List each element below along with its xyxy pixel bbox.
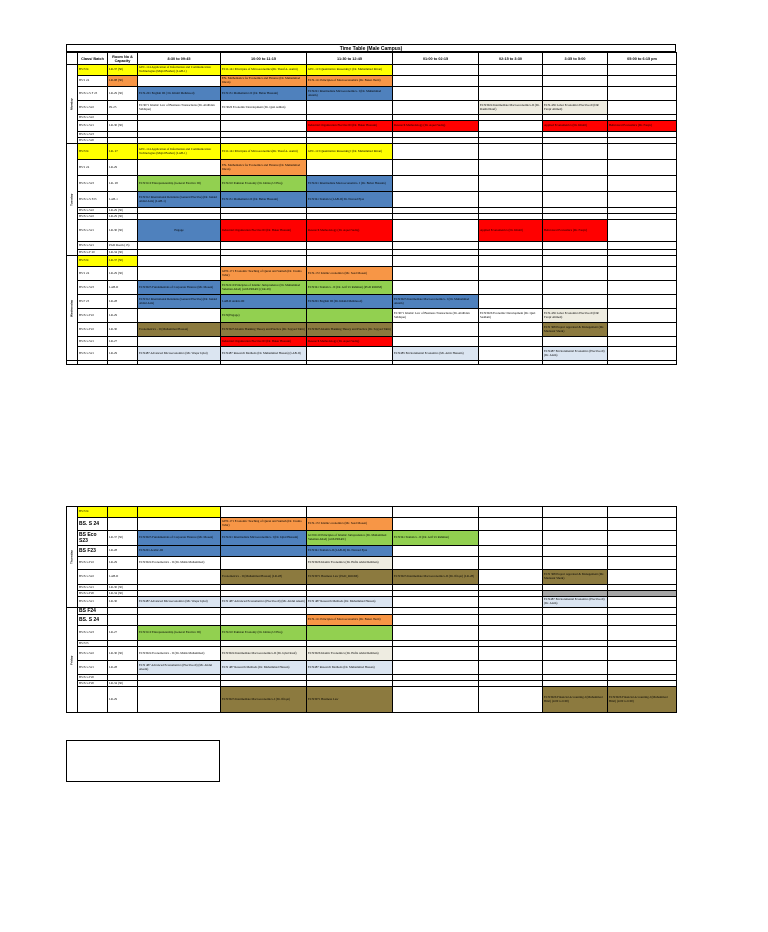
header-slot: 01:00 to 02:15 <box>393 53 479 65</box>
table-row <box>67 267 677 281</box>
class-cell: Econometrics - II (Muhammad Hassan) (LR-28) <box>221 570 307 585</box>
class-cell: ECN3025 Islamic Banking Theory and Practice (Dr. Sayyed Tahir) <box>307 323 393 337</box>
class-cell: ECN(Engage) <box>221 309 307 323</box>
class-cell: ECN312 International Relations (General Elective) (Dr. Junaid Abdul Aziz) (LAB-1) <box>138 192 221 208</box>
table-row <box>67 220 677 242</box>
table-row <box>67 597 677 608</box>
room-cell: LR-37 (50) <box>108 65 138 76</box>
class-cell: ECN3024 Econometrics - II (Dr. Malik Muhammad) <box>138 647 221 661</box>
class-cell: ECN201 Arabic-III <box>138 546 221 557</box>
day-thursday: Thursday <box>67 507 78 608</box>
table-row <box>67 87 677 101</box>
class-cell: ECN3023 Intermediate Macroeconomics-I (Dr. Iftiqar) <box>221 687 307 713</box>
class-cell: ECO-141 Principles of Microeconomics(Dr. Yusuf A. Aamri) <box>221 144 307 160</box>
table-row <box>67 76 677 87</box>
class-cell: ECN3024 Intermediate Macroeconomics-II (Dr. Iqbal Rauf) <box>221 647 307 661</box>
class-cell: ECN3025 Fundamentals of Corporate Finance (Mr. Moeen) <box>138 531 221 546</box>
class-cell: Industrial Organization Elective III (Dr. Bakar Hussain) <box>221 337 307 347</box>
room-cell: LR-30 <box>108 323 138 337</box>
class-cell: GCN2110 Principles of Islamic Jurisprudence (Dr. Muhammad Suleman Ahad) (with PPARC) <box>307 531 393 546</box>
room-cell: LAB-1 <box>108 192 138 208</box>
table-row <box>67 626 677 641</box>
room-cell: LAB-II <box>108 570 138 585</box>
class-cell: ECN 487 Research Methods (Dr. Muhammad Hassan) <box>307 597 393 608</box>
room-cell: LR-30 (30) <box>108 585 138 591</box>
table-row <box>67 557 677 570</box>
table-row <box>67 192 677 208</box>
class-cell: ECN131 Mathematics II (Dr. Babar Hussain) <box>221 192 307 208</box>
table-row <box>67 65 677 76</box>
room-cell: LR-29 <box>108 347 138 361</box>
room-cell <box>108 615 138 626</box>
day-wednesday: Wednesday <box>67 256 78 361</box>
table-row <box>67 507 677 518</box>
class-cell: ECN210 Pakistan Economy (Dr. Ishtiaq Ul Haq) <box>221 626 307 641</box>
class-cell: Behavioral Economics (Dr. Farqir) <box>608 121 677 132</box>
class-cell: ECO-141 Principles of Microeconomics(Dr. Yusuf A. Aamri) <box>221 65 307 76</box>
class-cell: GEC-114 Application of Information and Communication Technologies (Majid Basher) (LAB-1) <box>138 65 221 76</box>
class-cell: ECN221 Intermediate Microeconomics- I (Dr. Muhammad Akram) <box>307 87 393 101</box>
room-cell: LR-30 (30) <box>108 647 138 661</box>
batch-cell: BS Eco F20 <box>78 681 108 687</box>
batch-cell: BS Eco S23 <box>78 531 108 546</box>
table-row <box>67 570 677 585</box>
class-cell: EC3071 Islamic Law of Business Transactions (Dr. Abdlldan Siddique) <box>138 101 221 115</box>
table-row <box>67 281 677 295</box>
batch-cell: BS Eco S21 <box>78 347 108 361</box>
table-row <box>67 531 677 546</box>
batch-cell: BS Eco S21 <box>78 597 108 608</box>
class-cell: ECN485 Environmental Economics (Mr. Amir Hussain) <box>393 347 479 361</box>
batch-cell: BS Eco F20 <box>78 675 108 681</box>
batch-cell: BS Eco S23 <box>78 281 108 295</box>
room-cell: LR-28 <box>108 295 138 309</box>
timetable-sheet-2 <box>66 506 676 713</box>
batch-cell: BS Eco F20 <box>78 591 108 597</box>
room-cell: LAB-II <box>108 281 138 295</box>
class-cell: Behavioral Economics (Dr. Farqir) <box>543 220 608 242</box>
class-cell: ECN2210 Principles of Islamic Jurisprudence (Dr. Muhammad Suleman Ahad) (with PPARC) (LR-29) <box>221 281 307 295</box>
class-cell: ECN 487 Advanced Econometrics (Elective-II) (Mr. Abdul Aleem) <box>221 597 307 608</box>
batch-cell: BS Eco S23 <box>78 176 108 192</box>
class-cell: ECN3026 Islamic Economics (Dr. Hafiz Abdul Rehman) <box>307 647 393 661</box>
class-cell: EN- Mathematics for Economics and Finance (Dr. Muhammad Imran) <box>221 76 307 87</box>
header-slot: 8:30 to 09:45 <box>138 53 221 65</box>
room-cell: LR-27 <box>108 626 138 641</box>
class-cell: ECN 368 Project Appraisal & Management (Mr. Mudassir Sheik) <box>543 323 608 337</box>
table-row <box>67 518 677 531</box>
header-room: Room No & Capacity <box>108 53 138 65</box>
batch-cell: BS Eco S21 <box>78 220 108 242</box>
room-cell: LR-34 (30) <box>108 250 138 256</box>
class-cell: GEC-113 Quantitative Reasoning I (Dr. Muhammad Imran) <box>307 65 393 76</box>
table-row <box>67 176 677 192</box>
batch-cell: BS Eco S22 <box>78 208 108 214</box>
class-cell: ECN3023 Intermediate Macroeconomics-II (Dr. Iftiqar) (LR-28) <box>393 570 479 585</box>
notes-box <box>66 740 220 782</box>
class-cell: ECN221 Intermediate Macroeconomics- I (Dr. Babar Hussain) <box>307 176 393 192</box>
class-cell: ECN131 Mathematics II (Dr. Babar Hussain) <box>221 87 307 101</box>
class-cell: Econometrics - II (Muhammad Hassan) <box>138 323 221 337</box>
timetable-part-2 <box>66 506 677 713</box>
batch-cell: BS Eco S21 <box>78 337 108 347</box>
class-cell: ECN3026 Economic Development (Dr. Qazi Saddam) <box>479 309 543 323</box>
batch-cell: BS Eco S21 <box>78 585 108 591</box>
batch-cell: BS F24 <box>78 507 108 518</box>
header-batch: Class/ Batch <box>78 53 108 65</box>
class-cell: ECN210 Pakistan Economy (Dr. Ishtiaq Ul Haq) <box>221 176 307 192</box>
class-cell: ECN341 Statistics - II (Dr. Arif Ur Rehman) <box>393 531 479 546</box>
class-cell: ECN3071 Business Law (PGD_ROOM) <box>307 570 393 585</box>
table-row <box>67 242 677 250</box>
room-cell: LR-29 (30) <box>108 208 138 214</box>
table-row <box>67 121 677 132</box>
table-row <box>67 295 677 309</box>
batch-cell: BS. S 24 <box>78 615 108 626</box>
header-slot: 11:30 to 12:45 <box>307 53 393 65</box>
table-row <box>67 144 677 160</box>
room-cell <box>108 608 138 615</box>
class-cell: ECN487 Environmental Economics (Elective-II) (Dr. Alam) <box>543 597 608 608</box>
room-cell <box>108 518 138 531</box>
class-cell: ECN3026 Islamic Economics (Dr. Hafiz Abdul Rehman) <box>307 557 393 570</box>
class-cell: ECN-111 Principles of Macroeconomics (Dr. Bakar Jhatti) <box>307 76 393 87</box>
timetable-title: Time Table (Male Campus) <box>66 44 676 52</box>
batch-cell: BS F23 <box>78 641 108 647</box>
class-cell: ECN3110 Entrepreneurship (General Elective III) <box>138 626 221 641</box>
batch-cell: BS Eco S22 <box>78 101 108 115</box>
table-row <box>67 687 677 713</box>
class-cell: ECN487 Advanced Microeconomics (Mr. Waqar Iqbal) <box>138 597 221 608</box>
room-cell: LR-29 <box>108 557 138 570</box>
class-cell: ECN-172 Islamic economics (Mr. Saad Moeen) <box>307 518 393 531</box>
class-cell: ECN3025 Islamic Banking Theory and Practice (Dr. Sayyed Tahir) <box>221 323 307 337</box>
batch-cell: BS F24 <box>78 65 108 76</box>
class-cell: ECN341 Statistics - II (Dr. Arif Ur Rehman) (PGD ROOM) <box>307 281 393 295</box>
batch-cell: BS Eco S21 <box>78 661 108 675</box>
batch-cell: BS F24 <box>78 144 108 160</box>
class-cell: ECN-436 Labor Economics Elective-II (DR Farqir Ahmed) <box>543 101 608 115</box>
class-cell: Engage <box>138 220 221 242</box>
batch-cell: BS Eco S21 <box>78 121 108 132</box>
room-cell: LR-34 (30) <box>108 681 138 687</box>
day-tuesday: Tuesday <box>67 144 78 256</box>
class-cell: ECN487 Environmental Economics (Elective-II) (Dr. Alam) <box>543 347 608 361</box>
class-cell: ECN3110 Entrepreneurship (General Elective III) <box>138 176 221 192</box>
batch-cell: BS. S 24 <box>78 518 108 531</box>
table-row <box>67 546 677 557</box>
table-row <box>67 615 677 626</box>
table-row <box>67 101 677 115</box>
room-cell: LR-28 <box>108 546 138 557</box>
table-row <box>67 323 677 337</box>
batch-cell: BS Eco S23 <box>78 132 108 138</box>
table-row <box>67 309 677 323</box>
room-cell: LR-34 (30) <box>108 591 138 597</box>
batch-cell: BS F23 <box>78 546 108 557</box>
room-cell: LR-29 <box>108 687 138 713</box>
class-cell: ECN3071 Business Law <box>307 687 393 713</box>
batch-cell: BS Eco S23 <box>78 626 108 641</box>
class-cell: ECN3025 Fundamentals of Corporate Finance (Mr. Moeen) <box>138 281 221 295</box>
class-cell: ECN487 Research Methods (Dr. Muhammad Hassan) <box>307 661 393 675</box>
class-cell: ECN-172 Islamic economics (Mr. Saad Moeen) <box>307 267 393 281</box>
class-cell: ECN221 Intermediate Microeconomics- I (Dr. Iqbal Hussain) <box>221 531 307 546</box>
room-cell: IN-25 <box>108 101 138 115</box>
class-cell: Industrial Organization Elective III (Dr. Bakar Hussain) <box>307 121 393 132</box>
class-cell: Applied Econometrics (Dr. Khalil) <box>479 220 543 242</box>
room-cell: LR-29 (30) <box>108 87 138 101</box>
room-cell: LR-30 (30) <box>108 220 138 242</box>
class-cell: ECN 487 Research Methods (Dr. Muhammad Hassan) <box>221 661 307 675</box>
room-cell: LR-08 (30) <box>108 76 138 87</box>
room-cell: LR- 28 <box>108 176 138 192</box>
batch-cell: BS Eco S F23 <box>78 192 108 208</box>
room-cell: LR- 27 <box>108 144 138 160</box>
room-cell: LR-37 (50) <box>108 256 138 267</box>
room-cell: LR-37 (50) <box>108 531 138 546</box>
class-cell: ECN-201 English III ( Dr. Khalil Mehmood) <box>138 87 221 101</box>
batch-cell: BS S 24 <box>78 160 108 176</box>
room-cell: LR-29 <box>108 160 138 176</box>
batch-cell: BS Eco F22 <box>78 323 108 337</box>
class-cell: ECN3026 Financial Accounting-I (Muhammad Bilal) (4:00 to 6:00) <box>543 687 608 713</box>
class-cell: Research Methodology (Dr. Aqeel Sadiq) <box>393 121 479 132</box>
header-slot: 10:00 to 11:15 <box>221 53 307 65</box>
class-cell: ECN201 English III (Dr. Khalid Mehmood) <box>307 295 393 309</box>
day-monday: Monday <box>67 65 78 144</box>
room-cell: LR-27 <box>108 337 138 347</box>
timetable-part-1 <box>66 52 677 365</box>
table-row <box>67 608 677 615</box>
class-cell: ECN341 Statistics (LAB-II) Dr. Naveed Ejaz <box>307 192 393 208</box>
class-cell: ECN-111 Principles of Macroeconomics (Dr. Bakar Jhatti) <box>307 615 393 626</box>
class-cell: GEC-113 Quantitative Reasoning I (Dr. Muhammad Imran) <box>307 144 393 160</box>
batch-cell: BS Eco S F 23 <box>78 87 108 101</box>
batch-cell: BS Eco S22 <box>78 214 108 220</box>
batch-cell: BS F24 <box>78 256 108 267</box>
class-cell: ECN341 Statistics-II (LAB-II) Dr. Naveed Ejaz <box>307 546 393 557</box>
batch-cell: BS F24 <box>78 608 108 615</box>
batch-cell: BS Eco S21 <box>78 242 108 250</box>
table-row <box>67 337 677 347</box>
room-cell: LR-29 <box>108 309 138 323</box>
class-cell: LAB-II Arabic-III <box>221 295 307 309</box>
class-cell: ECN3024 Econometrics - II (Dr. Malik Muhammad) <box>138 557 221 570</box>
day-friday: Friday <box>67 608 78 713</box>
class-cell: Research Methodology (Dr. Aqeel Sadiq) <box>307 220 393 242</box>
batch-cell: BS Eco S22 <box>78 647 108 661</box>
batch-cell: BS Eco S20 <box>78 138 108 144</box>
batch-cell: BS S 24 <box>78 76 108 87</box>
batch-cell: BS Eco F22 <box>78 557 108 570</box>
table-row <box>67 647 677 661</box>
class-cell: ECN487 Research Methods (Dr. Muhammad Hassan) (LAB-II) <box>221 347 307 361</box>
class-cell: ECN 487 Advanced Econometrics (Elective-II) (Mr. Abdul Aleem) <box>138 661 221 675</box>
table-row <box>67 256 677 267</box>
class-cell: EC3071 Islamic Law of Business Transactions (Dr. Abdlldan Siddique) <box>393 309 479 323</box>
room-cell: LR-30 (30) <box>108 121 138 132</box>
class-cell: GEN-171 Economic Teaching of Quran and Sunnah (Dr. Usama Tahir) <box>221 267 307 281</box>
class-cell: Industrial Organization Elective III (Dr. Bakar Hussain) <box>221 220 307 242</box>
room-cell: LR-29 (30) <box>108 267 138 281</box>
class-cell: ECN 368 Project Appraisal & Management (Mr. Mudassir Sheik) <box>543 570 608 585</box>
table-row <box>67 661 677 675</box>
header-slot: 02:15 to 3:30 <box>479 53 543 65</box>
class-cell: ECN3026 Financial Accounting-I (Muhammad Bilal) (4:00 to 6:00) <box>608 687 677 713</box>
header-slot: 05:00 to 6:15 pm <box>608 53 677 65</box>
class-cell: Research Methodology (Dr. Aqeel Sadiq) <box>307 337 393 347</box>
class-cell: EC3026 Economic Development (Dr. Qazi Adilun) <box>221 101 307 115</box>
class-cell: ECN3023 Intermediate Macroeconomics- I (Dr. Muhammad Akram) <box>393 295 479 309</box>
batch-cell: BS S 24 <box>78 267 108 281</box>
header-slot: 3:35 to 5:00 <box>543 53 608 65</box>
batch-cell: BS Eco S22 <box>78 570 108 585</box>
class-cell: ECN487 Advanced Microeconomics (Mr. Waqar Iqbal) <box>138 347 221 361</box>
table-row <box>67 347 677 361</box>
class-cell: ECN-436 Labor Economics Elective-II (DR Farqir Ahmed) <box>543 309 608 323</box>
room-cell: LR-30 <box>108 597 138 608</box>
batch-cell: BS F 23 <box>78 295 108 309</box>
room-cell: LR-29 (30) <box>108 214 138 220</box>
table-row <box>67 160 677 176</box>
class-cell: GEN-171 Economic Teaching of Quran and Sunnah (Dr. Usama Tahir) <box>221 518 307 531</box>
class-cell: GEC-114 Application of Information and Communication Technologies (Majid Basher) (LAB-1) <box>138 144 221 160</box>
class-cell: ECN312 International Relations (General Elective) (Dr. Junaid Abdul Aziz) <box>138 295 221 309</box>
timetable-sheet <box>66 44 676 365</box>
header-row <box>67 53 677 65</box>
batch-cell <box>78 687 108 713</box>
class-cell: ECN3024 Intermediate Macroeconomics-II (Dr. Rashid Rauf) <box>479 101 543 115</box>
class-cell: EN- Mathematics for Economics and Finance (Dr. Muhammad Imran) <box>221 160 307 176</box>
batch-cell: BS Eco F22 <box>78 309 108 323</box>
room-cell <box>108 507 138 518</box>
batch-cell: BS Eco S22 <box>78 115 108 121</box>
class-cell: Applied Econometrics (Dr. Khalil) <box>543 121 608 132</box>
room-cell: LR-28 <box>108 661 138 675</box>
room-cell: PGD Room (15) <box>108 242 138 250</box>
batch-cell: BS Eco F 20 <box>78 250 108 256</box>
